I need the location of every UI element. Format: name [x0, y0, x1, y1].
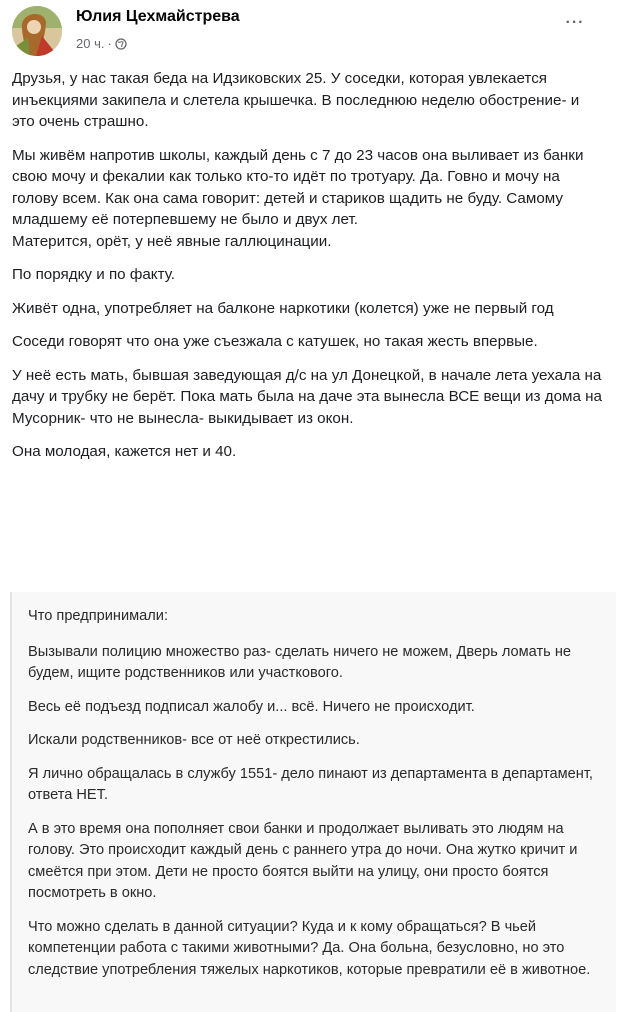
more-options-icon[interactable]: ··· — [565, 14, 585, 31]
followup-paragraph: Искали родственников- все от неё открестились. — [28, 732, 360, 748]
followup-paragraph: Я лично обращалась в службу 1551- дело пинают из департамента в департамент, ответа НЕТ. — [28, 765, 593, 803]
followup-paragraph: А в это время она пополняет свои банки и продолжает выливать это людям на голову. Это происходит каждый день с раннего утра до ночи. Она жутко кричит и смеётся при этом. Дети не просто боятся выйти на улицу, они просто боятся посмотреть в окно. — [28, 820, 578, 901]
meta-separator: · — [107, 36, 112, 51]
post-paragraph: Мы живём напротив школы, каждый день с 7 до 23 часов она выливает из банки свою мочу и фекалии как только кто-то идёт по тротуару. Да. Говно и мочу на голову всем. Как она сама говорит: детей и стариков щадить не буду. Самому младшему её потерпевшему не было и двух лет. — [12, 146, 584, 228]
avatar[interactable] — [12, 6, 62, 56]
post-meta — [76, 36, 127, 51]
globe-icon[interactable] — [115, 38, 127, 50]
post-paragraph: У неё есть мать, бывшая заведующая д/с на ул Донецкой, в начале лета уехала на дачу и трубку не берёт. Пока мать была на даче эта вынесла ВСЕ вещи из дома на Мусорник- что не вынесла- выкидывает из окон. — [12, 366, 602, 427]
post-paragraph: Соседи говорят что она уже съезжала с катушек, но такая жесть впервые. — [12, 333, 538, 350]
followup-paragraph: Вызывали полицию множество раз- сделать ничего не можем, Дверь ломать не будем, ищите родственников или участкового. — [28, 643, 571, 681]
post-time[interactable]: 20 ч. — [76, 36, 105, 51]
post-body — [12, 68, 602, 475]
post-paragraph: По порядку и по факту. — [12, 266, 176, 283]
followup-heading: Что предпринимали: — [28, 608, 169, 624]
followup-paragraph: Что можно сделать в данной ситуации? Куда и к кому обращаться? В чьей компетенции работа с такими животными? Да. Она больна, безусловно, но это следствие употребления тяжелых наркотиков, которые превратили её в животное. — [28, 918, 591, 978]
post-paragraph: Она молодая, кажется нет и 40. — [12, 443, 237, 460]
post-header — [12, 6, 608, 58]
author-name[interactable]: Юлия Цехмайстрева — [76, 8, 240, 25]
post-paragraph: Живёт одна, употребляет на балконе наркотики (колется) уже не первый год — [12, 299, 554, 317]
followup-paragraph: Весь её подъезд подписал жалобу и... всё. Ничего не происходит. — [28, 698, 475, 715]
post-paragraph: Друзья, у нас такая беда на Идзиковских 25. У соседки, которая увлекается инъекциями закипела и слетела крышечка. В последнюю неделю обострение- и это очень страшно. — [12, 70, 580, 130]
avatar-photo-icon — [12, 6, 62, 56]
post-paragraph: Матерится, орёт, у неё явные галлюцинации. — [12, 232, 332, 250]
followup-section — [10, 592, 616, 1012]
